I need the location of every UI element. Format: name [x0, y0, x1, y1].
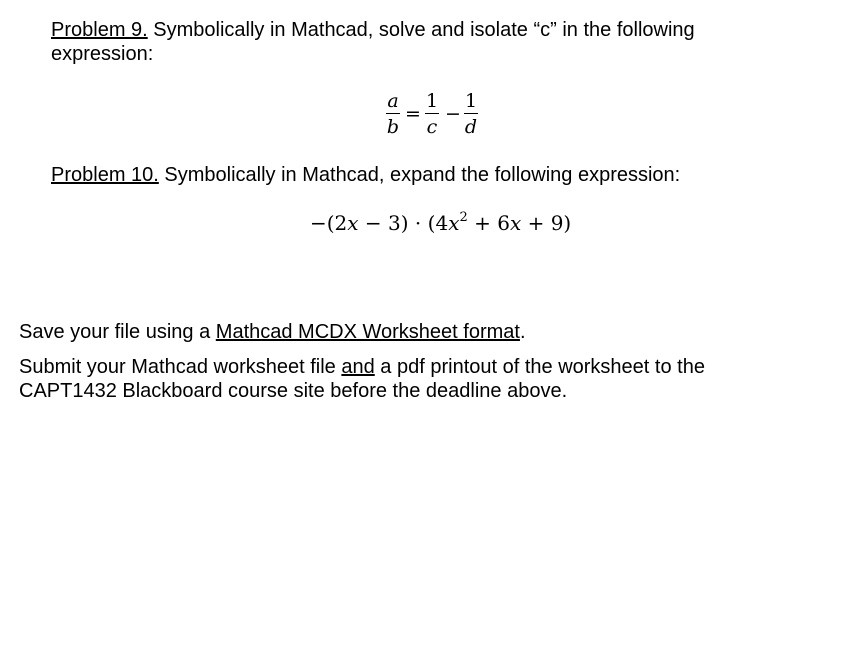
expr-part: + 6: [467, 211, 510, 235]
expr-variable: x: [509, 211, 522, 235]
problem-10-expression: [310, 211, 571, 235]
denominator-b: b: [386, 116, 400, 138]
numerator-1: 1: [425, 90, 439, 112]
expr-variable: x: [448, 211, 460, 235]
problem-10-label: Problem 10.: [51, 164, 159, 186]
fraction-a-over-b: [386, 90, 400, 138]
minus-sign: −: [445, 103, 461, 125]
denominator-d: d: [464, 116, 478, 138]
expr-part: −(2: [310, 211, 348, 235]
submit-prefix: Submit your Mathcad worksheet file: [19, 356, 342, 378]
problem-10-text: Symbolically in Mathcad, expand the following expression:: [158, 164, 681, 186]
numerator-a: a: [387, 90, 399, 112]
save-suffix: .: [519, 321, 526, 343]
problem-10-paragraph: [51, 163, 811, 187]
save-instruction: [19, 320, 819, 344]
problem-9-label: Problem 9.: [51, 19, 148, 41]
fraction-1-over-d: [464, 90, 478, 138]
expr-variable: x: [347, 211, 359, 235]
expr-part: − 3) · (4: [358, 211, 449, 235]
problem-9-text: Symbolically in Mathcad, solve and isolate “c” in the following expression:: [51, 19, 695, 65]
mcdx-format-text: Mathcad MCDX Worksheet format: [215, 321, 520, 343]
fraction-bar: [464, 113, 478, 114]
fraction-1-over-c: [425, 90, 439, 138]
expr-part: + 9): [521, 211, 572, 235]
submit-suffix: a pdf printout of the worksheet to the CAPT1432 Blackboard course site before the deadline above.: [19, 356, 705, 402]
save-prefix: Save your file using a: [19, 321, 216, 343]
fraction-bar: [386, 113, 400, 114]
equals-sign: =: [405, 103, 421, 125]
denominator-c: c: [426, 116, 438, 138]
expr-exponent: 2: [459, 210, 468, 225]
problem-9-paragraph: [51, 18, 771, 66]
fraction-bar: [425, 113, 439, 114]
numerator-1: 1: [464, 90, 478, 112]
submit-instruction: [19, 355, 759, 403]
and-emphasis: and: [341, 356, 375, 378]
